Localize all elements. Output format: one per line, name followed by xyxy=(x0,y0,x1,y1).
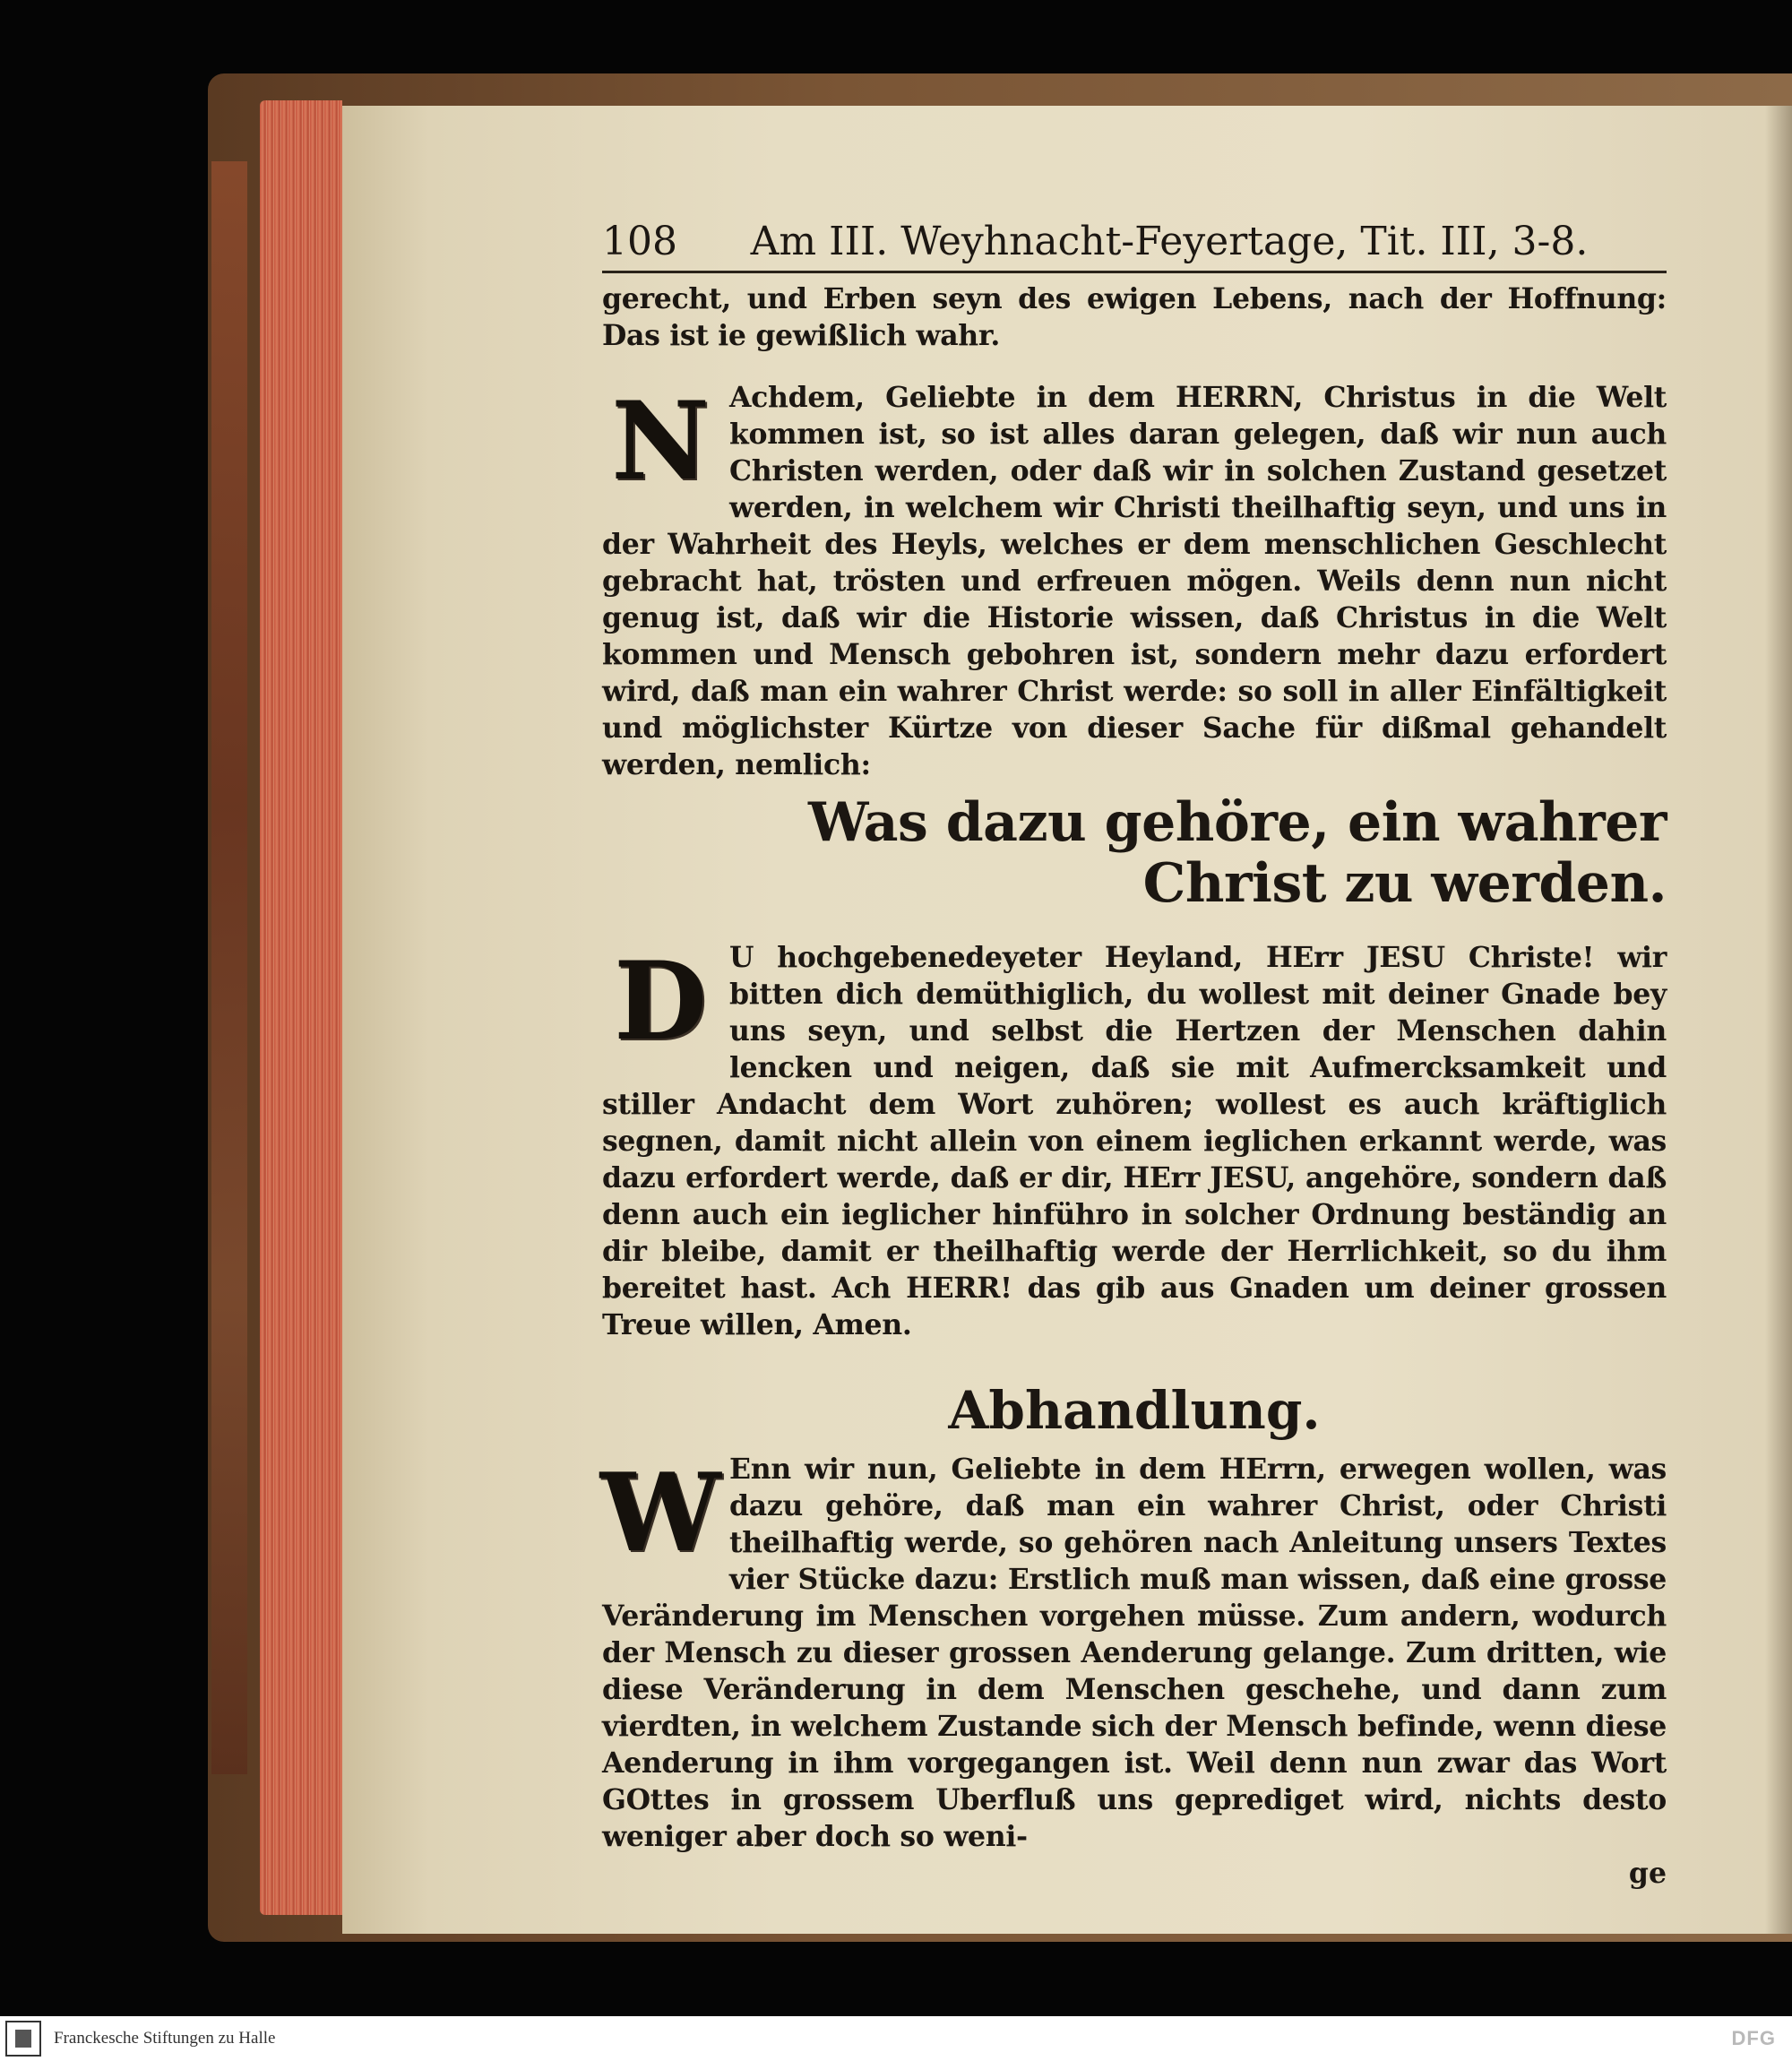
drop-cap-initial: N xyxy=(611,378,710,504)
prayer-text: U hochgebenedeyeter Heyland, HErr JESU Christe! wir bitten dich demüthiglich, du wollest mit deiner Gnade bey uns seyn, und selbst die Hertzen der Menschen dahin lencken und neigen, daß sie mit Aufmercksamkeit und stiller Andacht dem Wort zuhören; wollest es auch kräftiglich segnen, damit nicht allein von einem ieglichen erkannt werde, was dazu erfordert werde, daß er dir, HErr JESU, angehöre, sondern daß denn auch ein ieglicher hinführo in solcher Ordnung beständig an dir bleibe, damit er theilhaftig werde der Herrlichkeit, so du ihm bereitet hast. Ach HERR! das gib aus Gnaden um deiner grossen Treue willen, Amen. xyxy=(602,941,1667,1341)
treatise-paragraph xyxy=(599,1450,1667,1855)
institution-name: Franckesche Stiftungen zu Halle xyxy=(54,2029,276,2048)
institution-logo-icon xyxy=(5,2021,41,2057)
catchword: ge xyxy=(1628,1857,1667,1890)
intro-paragraph-text: Achdem, Geliebte in dem HERRN, Christus in die Welt kommen ist, so ist alles daran gelegen, daß wir nun auch Christen werden, oder daß wir in solchen Zustand gesetzet werden, in welchem wir Christi theilhaftig seyn, und uns in der Wahrheit des Heyls, welches er dem menschlichen Geschlecht gebracht hat, trösten und erfreuen mögen. Weils denn nun nicht genug ist, daß wir die Historie wissen, daß Christus in die Welt kommen und Mensch gebohren ist, sondern mehr dazu erfordert wird, daß man ein wahrer Christ werde: so soll in aller Einfältigkeit und möglichster Kürtze von dieser Sache für dißmal gehandelt werden, nemlich: xyxy=(602,381,1667,781)
section-heading: Abhandlung. xyxy=(948,1380,1321,1441)
book-spine xyxy=(211,161,247,1774)
text-block xyxy=(599,217,1667,1892)
continuation-text: gerecht, und Erben seyn des ewigen Lebens, nach der Hoffnung: Das ist ie gewißlich wahr. xyxy=(602,282,1667,352)
dfg-logo: DFG xyxy=(1731,2027,1776,2049)
running-title: Am III. Weyhnacht-Feyertage, Tit. III, 3-8. xyxy=(750,219,1589,264)
page-gutter xyxy=(1765,106,1792,1934)
intro-paragraph xyxy=(602,379,1667,783)
page-number: 108 xyxy=(602,219,677,264)
drop-cap-initial: W xyxy=(599,1450,721,1576)
theme-heading: Was dazu gehöre, ein wahrer Christ zu werden. xyxy=(808,791,1667,915)
viewer-footer xyxy=(0,2016,1792,2061)
page-edges xyxy=(260,100,342,1915)
running-header xyxy=(602,217,1667,273)
treatise-text: Enn wir nun, Geliebte in dem HErrn, erwegen wollen, was dazu gehöre, daß man ein wahrer Christ, oder Christi theilhaftig werde, so gehören nach Anleitung unsers Textes vier Stücke dazu: Erstlich muß man wissen, daß eine grosse Veränderung im Menschen vorgehen müsse. Zum andern, wodurch der Mensch zu dieser grossen Aenderung gelange. Zum dritten, wie diese Veränderung in dem Menschen geschehe, und dann zum vierdten, in welchem Zustande sich der Mensch befinde, wenn diese Aenderung in ihm vorgegangen ist. Weil denn nun zwar das Wort GOttes in grossem Uberfluß uns geprediget wird, nichts desto weniger aber doch so weni- xyxy=(602,1453,1667,1853)
prayer-paragraph xyxy=(602,939,1667,1343)
drop-cap-initial: D xyxy=(614,938,707,1065)
